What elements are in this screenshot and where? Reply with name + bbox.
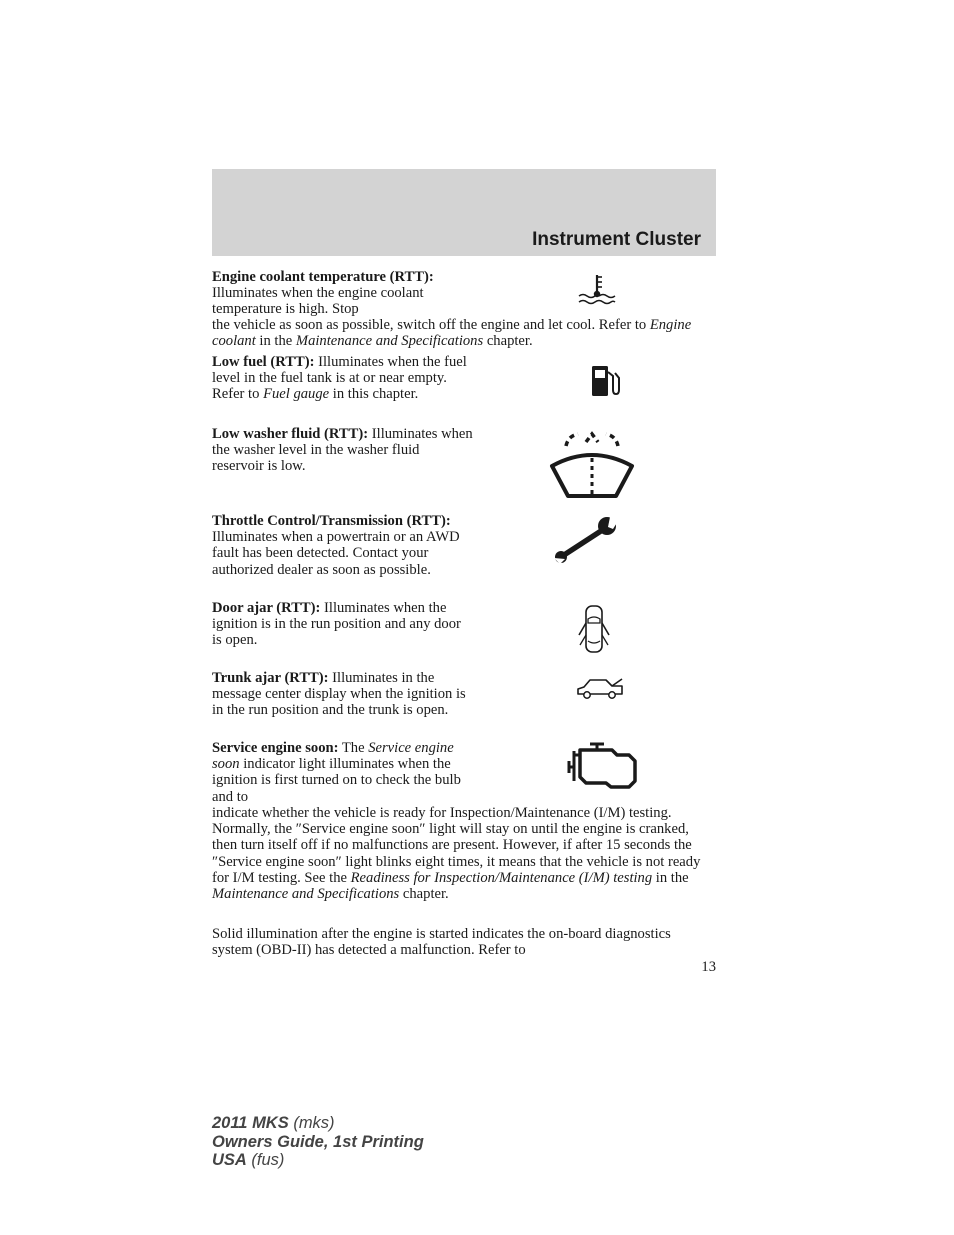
section-low-fuel (212, 354, 474, 403)
coolant-ref-chapter: Maintenance and Specifications (295, 333, 484, 350)
section-solid-illumination (212, 926, 712, 958)
section-door-ajar (212, 600, 474, 649)
service-engine-ref: Service engine soon (212, 740, 454, 773)
section-trunk-ajar (212, 670, 474, 719)
coolant-text-end: chapter. (483, 333, 533, 350)
low-washer-text: Illuminates when the washer level in the washer fluid reservoir is low. (212, 426, 473, 475)
fuel-pump-icon (588, 363, 624, 399)
footer-market-code: (fus) (246, 1151, 285, 1169)
service-engine-ref-chapter: Maintenance and Specifications (212, 886, 400, 903)
footer (212, 1114, 424, 1170)
low-fuel-text: Illuminates when the fuel level in the fuel tank is at or near empty. Refer to (212, 354, 467, 403)
coolant-label: Engine coolant temperature (RTT): (212, 269, 434, 285)
service-engine-in: in the (652, 869, 689, 886)
service-engine-body: indicate whether the vehicle is ready for Inspection/Maintenance (I/M) testing. Normally, the ″Service engine soon″ light will stay on until the engine is cranked, then turn itself off if no malfunctions are present. However, if after 15 seconds the ″Service engine soon″ light blinks eight times, it means that the vehicle is not ready for I/M testing. See the (212, 805, 701, 886)
low-washer-label: Low washer fluid (RTT): (212, 426, 369, 442)
footer-market: USA (212, 1151, 247, 1169)
coolant-temperature-icon (576, 272, 618, 306)
door-ajar-label: Door ajar (RTT): (212, 600, 321, 616)
footer-line-3 (212, 1151, 424, 1170)
service-engine-ref-readiness: Readiness for Inspection/Maintenance (I/M) testing (350, 869, 653, 886)
footer-guide: Owners Guide, 1st Printing (212, 1132, 424, 1151)
trunk-ajar-label: Trunk ajar (RTT): (212, 670, 329, 686)
engine-icon (566, 741, 640, 791)
section-throttle-control (212, 513, 474, 578)
section-coolant-intro (212, 269, 474, 318)
trunk-ajar-icon (574, 675, 626, 703)
coolant-text: Illuminates when the engine coolant temperature is high. Stop (212, 285, 424, 318)
solid-illumination-text: Solid illumination after the engine is started indicates the on-board diagnostics system (OBD-II) has detected a malfunction. Refer to (212, 926, 671, 959)
service-engine-text-cont: indicator light illuminates when the ignition is first turned on to check the bulb and to (212, 756, 461, 805)
wrench-icon (552, 514, 620, 564)
coolant-text-cont: the vehicle as soon as possible, switch off the engine and let cool. Refer to (212, 317, 650, 333)
throttle-label: Throttle Control/Transmission (RTT): (212, 513, 451, 529)
section-coolant-cont (212, 317, 712, 349)
throttle-text: Illuminates when a powertrain or an AWD fault has been detected. Contact your authorized dealer as soon as possible. (212, 529, 460, 578)
low-fuel-ref: Fuel gauge (263, 386, 330, 403)
section-low-washer (212, 426, 474, 475)
washer-fluid-icon (546, 426, 638, 500)
section-service-engine (212, 740, 474, 805)
door-ajar-text: Illuminates when the ignition is in the run position and any door is open. (212, 600, 461, 649)
footer-model-code: (mks) (288, 1114, 335, 1132)
page-number: 13 (701, 959, 716, 975)
service-engine-end: chapter. (399, 886, 449, 903)
low-fuel-label: Low fuel (RTT): (212, 354, 315, 370)
footer-line-1 (212, 1114, 424, 1133)
chapter-title: Instrument Cluster (532, 229, 701, 250)
section-service-engine-cont (212, 805, 712, 902)
coolant-ref: Engine coolant (212, 317, 692, 350)
trunk-ajar-text: Illuminates in the message center display when the ignition is in the run position and the trunk is open. (212, 670, 466, 719)
service-engine-label: Service engine soon: (212, 740, 339, 756)
footer-model: 2011 MKS (212, 1114, 289, 1132)
door-ajar-icon (576, 603, 612, 655)
low-fuel-text-end: in this chapter. (329, 386, 419, 403)
footer-line-2 (212, 1133, 424, 1152)
coolant-text-in: in the (255, 333, 296, 350)
service-engine-text: The (338, 740, 369, 756)
chapter-header (212, 169, 716, 256)
